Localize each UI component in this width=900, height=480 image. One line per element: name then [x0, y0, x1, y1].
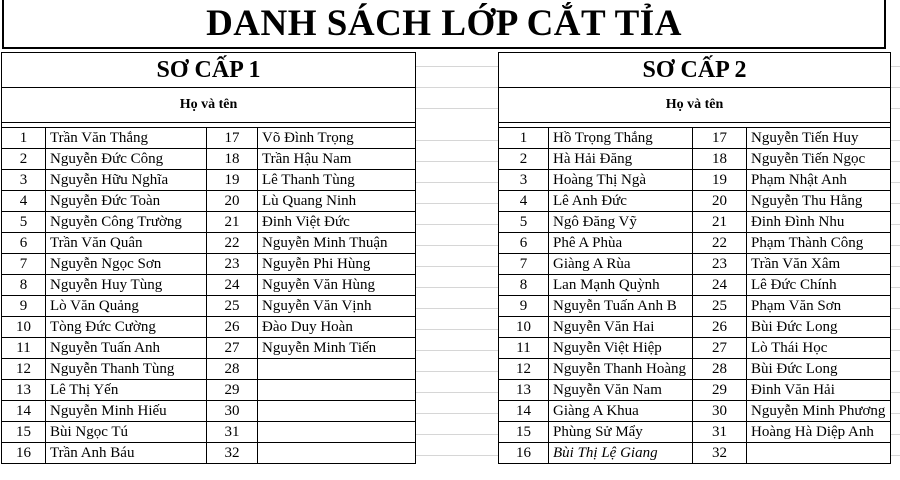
student-name: Nguyễn Văn Hùng	[258, 275, 416, 296]
student-number: 4	[499, 191, 549, 212]
table-row	[499, 170, 891, 191]
table-row	[2, 317, 416, 338]
student-number: 10	[499, 317, 549, 338]
student-name: Đinh Việt Đức	[258, 212, 416, 233]
student-name: Nguyễn Thanh Hoàng	[549, 359, 693, 380]
student-name: Lò Văn Quảng	[46, 296, 207, 317]
student-number: 6	[2, 233, 46, 254]
table-row	[2, 149, 416, 170]
student-number: 26	[693, 317, 747, 338]
table-row	[2, 233, 416, 254]
student-number: 30	[693, 401, 747, 422]
student-name: Nguyễn Thanh Tùng	[46, 359, 207, 380]
table-row	[499, 338, 891, 359]
student-number: 26	[207, 317, 258, 338]
student-number: 13	[499, 380, 549, 401]
table-row	[499, 317, 891, 338]
student-name: Hoàng Hà Diệp Anh	[747, 422, 891, 443]
student-number: 27	[207, 338, 258, 359]
student-name: Bùi Ngọc Tú	[46, 422, 207, 443]
class-list-so-cap-2	[498, 52, 891, 464]
student-number: 18	[207, 149, 258, 170]
student-name	[747, 443, 891, 464]
student-number: 28	[207, 359, 258, 380]
table-row	[499, 233, 891, 254]
roster-table	[498, 52, 891, 464]
student-number: 9	[2, 296, 46, 317]
student-number: 28	[693, 359, 747, 380]
student-name: Nguyễn Đức Công	[46, 149, 207, 170]
student-number: 11	[499, 338, 549, 359]
student-name: Võ Đình Trọng	[258, 128, 416, 149]
student-number: 23	[693, 254, 747, 275]
student-name: Phạm Thành Công	[747, 233, 891, 254]
table-row	[499, 191, 891, 212]
student-number: 1	[2, 128, 46, 149]
student-name: Nguyễn Thu Hằng	[747, 191, 891, 212]
student-number: 31	[207, 422, 258, 443]
student-number: 14	[499, 401, 549, 422]
student-number: 25	[207, 296, 258, 317]
student-name: Trần Anh Báu	[46, 443, 207, 464]
student-name: Ngô Đăng Vỹ	[549, 212, 693, 233]
student-name: Nguyễn Công Trường	[46, 212, 207, 233]
student-number: 2	[499, 149, 549, 170]
student-name: Tòng Đức Cường	[46, 317, 207, 338]
student-number: 20	[207, 191, 258, 212]
table-row	[2, 443, 416, 464]
empty-edge-cells	[890, 52, 900, 462]
student-number: 8	[2, 275, 46, 296]
student-number: 11	[2, 338, 46, 359]
panel-heading: SƠ CẤP 1	[2, 53, 416, 88]
student-number: 19	[693, 170, 747, 191]
student-name: Nguyễn Tuấn Anh B	[549, 296, 693, 317]
student-number: 5	[499, 212, 549, 233]
student-name: Nguyễn Phi Hùng	[258, 254, 416, 275]
class-list-so-cap-1	[1, 52, 416, 464]
student-name: Nguyễn Việt Hiệp	[549, 338, 693, 359]
student-number: 3	[499, 170, 549, 191]
student-number: 13	[2, 380, 46, 401]
student-name: Trần Văn Quân	[46, 233, 207, 254]
student-name: Lê Anh Đức	[549, 191, 693, 212]
table-row	[2, 380, 416, 401]
table-row	[499, 443, 891, 464]
student-name: Đinh Đình Nhu	[747, 212, 891, 233]
student-name: Giàng A Khua	[549, 401, 693, 422]
student-number: 22	[693, 233, 747, 254]
title-banner	[2, 0, 886, 49]
student-number: 32	[207, 443, 258, 464]
student-name: Trần Văn Xâm	[747, 254, 891, 275]
student-name: Phạm Nhật Anh	[747, 170, 891, 191]
student-number: 22	[207, 233, 258, 254]
student-name: Bùi Đức Long	[747, 317, 891, 338]
student-name: Lù Quang Ninh	[258, 191, 416, 212]
student-number: 20	[693, 191, 747, 212]
student-number: 27	[693, 338, 747, 359]
student-number: 19	[207, 170, 258, 191]
table-row	[499, 401, 891, 422]
student-name: Nguyễn Minh Thuận	[258, 233, 416, 254]
student-name: Nguyễn Hữu Nghĩa	[46, 170, 207, 191]
student-name	[258, 443, 416, 464]
student-name	[258, 359, 416, 380]
page-title: DANH SÁCH LỚP CẮT TỈA	[206, 3, 682, 44]
table-row	[2, 212, 416, 233]
student-number: 18	[693, 149, 747, 170]
student-number: 21	[693, 212, 747, 233]
table-row	[2, 401, 416, 422]
student-number: 23	[207, 254, 258, 275]
table-row	[2, 128, 416, 149]
table-row	[499, 422, 891, 443]
student-name: Nguyễn Đức Toàn	[46, 191, 207, 212]
student-name: Nguyễn Tuấn Anh	[46, 338, 207, 359]
table-row	[2, 254, 416, 275]
student-name: Trần Văn Thắng	[46, 128, 207, 149]
student-name: Nguyễn Minh Hiếu	[46, 401, 207, 422]
student-name: Phùng Sử Mẩy	[549, 422, 693, 443]
student-number: 24	[693, 275, 747, 296]
student-name: Đào Duy Hoàn	[258, 317, 416, 338]
student-number: 16	[2, 443, 46, 464]
student-number: 31	[693, 422, 747, 443]
student-name: Lê Thị Yến	[46, 380, 207, 401]
table-row	[499, 380, 891, 401]
student-number: 17	[207, 128, 258, 149]
student-number: 24	[207, 275, 258, 296]
student-name: Hà Hải Đăng	[549, 149, 693, 170]
student-name: Giàng A Rùa	[549, 254, 693, 275]
table-row	[2, 170, 416, 191]
student-number: 14	[2, 401, 46, 422]
student-name: Nguyễn Minh Tiến	[258, 338, 416, 359]
student-number: 16	[499, 443, 549, 464]
student-name: Bùi Thị Lệ Giang	[549, 443, 693, 464]
column-header: Họ và tên	[2, 88, 416, 123]
table-row	[499, 296, 891, 317]
student-number: 30	[207, 401, 258, 422]
student-number: 15	[499, 422, 549, 443]
student-number: 32	[693, 443, 747, 464]
student-name: Phê A Phùa	[549, 233, 693, 254]
student-name: Nguyễn Tiến Huy	[747, 128, 891, 149]
table-row	[499, 254, 891, 275]
student-number: 9	[499, 296, 549, 317]
student-number: 29	[207, 380, 258, 401]
student-number: 17	[693, 128, 747, 149]
table-row	[499, 275, 891, 296]
student-name: Hồ Trọng Thắng	[549, 128, 693, 149]
student-number: 15	[2, 422, 46, 443]
student-number: 2	[2, 149, 46, 170]
student-number: 7	[2, 254, 46, 275]
panel-heading: SƠ CẤP 2	[499, 53, 891, 88]
student-number: 3	[2, 170, 46, 191]
roster-table	[1, 52, 416, 464]
student-name: Lan Mạnh Quỳnh	[549, 275, 693, 296]
student-number: 8	[499, 275, 549, 296]
student-name: Đinh Văn Hải	[747, 380, 891, 401]
table-row	[499, 359, 891, 380]
student-number: 29	[693, 380, 747, 401]
student-number: 4	[2, 191, 46, 212]
table-row	[499, 149, 891, 170]
student-number: 1	[499, 128, 549, 149]
student-name: Trần Hậu Nam	[258, 149, 416, 170]
table-row	[2, 191, 416, 212]
table-row	[2, 296, 416, 317]
student-number: 10	[2, 317, 46, 338]
student-name: Nguyễn Minh Phương	[747, 401, 891, 422]
student-name: Nguyễn Văn Nam	[549, 380, 693, 401]
empty-gutter-cells	[416, 52, 498, 462]
student-name: Phạm Văn Sơn	[747, 296, 891, 317]
student-name	[258, 380, 416, 401]
student-name: Nguyễn Văn Hai	[549, 317, 693, 338]
student-name: Nguyễn Huy Tùng	[46, 275, 207, 296]
student-name: Nguyễn Ngọc Sơn	[46, 254, 207, 275]
table-row	[2, 338, 416, 359]
student-number: 25	[693, 296, 747, 317]
table-row	[499, 212, 891, 233]
table-row	[2, 275, 416, 296]
student-number: 7	[499, 254, 549, 275]
student-number: 5	[2, 212, 46, 233]
student-name: Lò Thái Học	[747, 338, 891, 359]
student-name: Nguyễn Tiến Ngọc	[747, 149, 891, 170]
table-row	[2, 422, 416, 443]
student-number: 21	[207, 212, 258, 233]
student-name: Lê Thanh Tùng	[258, 170, 416, 191]
student-name: Nguyễn Văn Vịnh	[258, 296, 416, 317]
student-name	[258, 422, 416, 443]
student-number: 12	[499, 359, 549, 380]
table-row	[2, 359, 416, 380]
table-row	[499, 128, 891, 149]
student-number: 6	[499, 233, 549, 254]
student-name: Lê Đức Chính	[747, 275, 891, 296]
student-number: 12	[2, 359, 46, 380]
student-name: Hoàng Thị Ngà	[549, 170, 693, 191]
student-name	[258, 401, 416, 422]
student-name: Bùi Đức Long	[747, 359, 891, 380]
column-header: Họ và tên	[499, 88, 891, 123]
